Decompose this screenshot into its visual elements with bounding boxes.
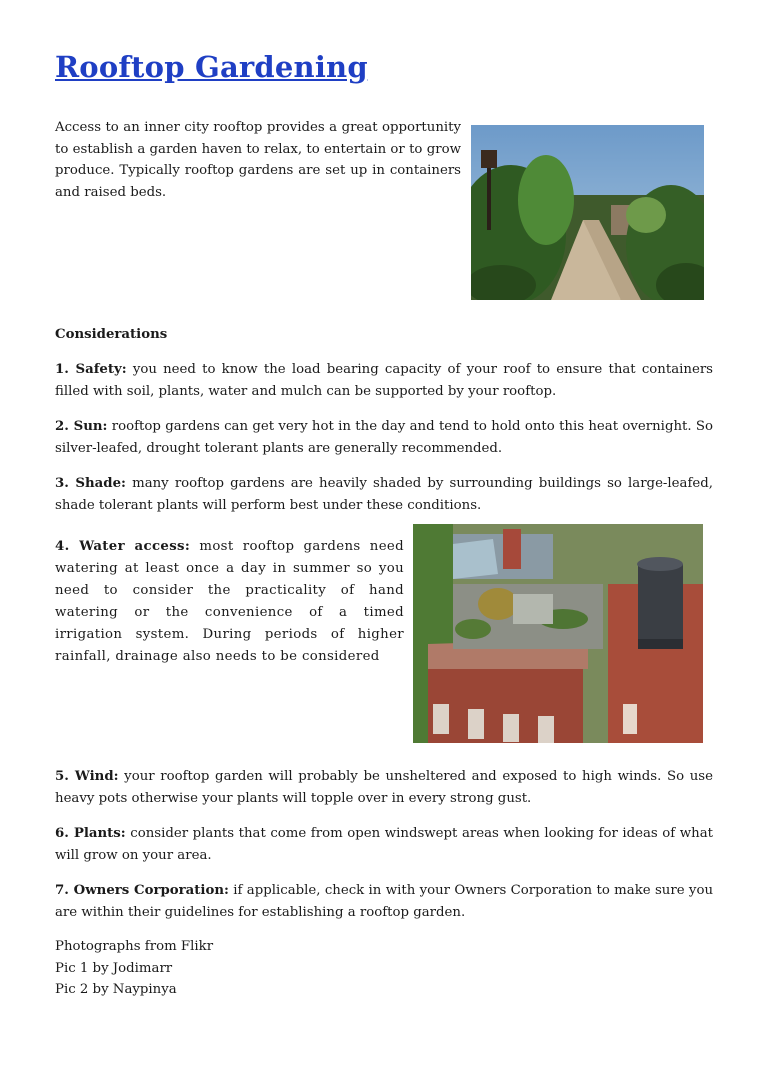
photo-credits [55, 936, 213, 1001]
credits-line: Pic 1 by Jodimarr [55, 960, 173, 976]
consideration-sun [55, 416, 713, 459]
item-text: if applicable, check in with your Owners Corporation to make sure you are within their guidelines for establishing a rooftop garden. [55, 883, 714, 920]
item-label: 2. Sun: [55, 419, 108, 434]
page-title-link[interactable]: Rooftop Gardening [55, 50, 368, 84]
consideration-shade [55, 473, 713, 516]
item-text: rooftop gardens can get very hot in the day and tend to hold onto this heat overnight. So silver-leafed, drought tolerant plants are generally recommended. [55, 419, 714, 456]
item-text: many rooftop gardens are heavily shaded by surrounding buildings so large-leafed, shade tolerant plants will perform best under these conditions. [55, 476, 714, 513]
consideration-plants [55, 823, 713, 866]
credits-line: Pic 2 by Naypinya [55, 982, 177, 997]
rooftop-garden-photo [471, 125, 704, 300]
consideration-safety [55, 359, 713, 402]
item-label: 1. Safety: [55, 362, 127, 377]
considerations-heading: Considerations [55, 327, 168, 342]
item-label: 6. Plants: [55, 826, 126, 841]
aerial-rooftop-photo [413, 524, 703, 743]
item-text: you need to know the load bearing capacity of your roof to ensure that containers filled with soil, plants, water and mulch can be supported by your rooftop. [55, 362, 713, 399]
intro-paragraph: Access to an inner city rooftop provides a great opportunity to establish a garden haven to relax, to entertain or to grow produce. Typically rooftop gardens are set up in containers and raised beds. [55, 120, 461, 200]
item-label: 7. Owners Corporation: [55, 883, 229, 898]
consideration-owners-corporation [55, 880, 713, 923]
item-text: most rooftop gardens need watering at least once a day in summer so you need to consider the practicality of hand watering or the convenience of a timed irrigation system. During periods of higher rainfall, drainage also needs to be considered [55, 539, 404, 664]
item-text: your rooftop garden will probably be unsheltered and exposed to high winds. So use heavy pots otherwise your plants will topple over in every strong gust. [55, 769, 713, 806]
item-label: 3. Shade: [55, 476, 126, 491]
item-text: consider plants that come from open windswept areas when looking for ideas of what will grow on your area. [55, 826, 713, 863]
credits-line: Photographs from Flikr [55, 939, 214, 954]
consideration-water-access [55, 536, 404, 668]
item-label: 5. Wind: [55, 769, 119, 784]
consideration-wind [55, 766, 713, 809]
item-label: 4. Water access: [55, 539, 191, 554]
